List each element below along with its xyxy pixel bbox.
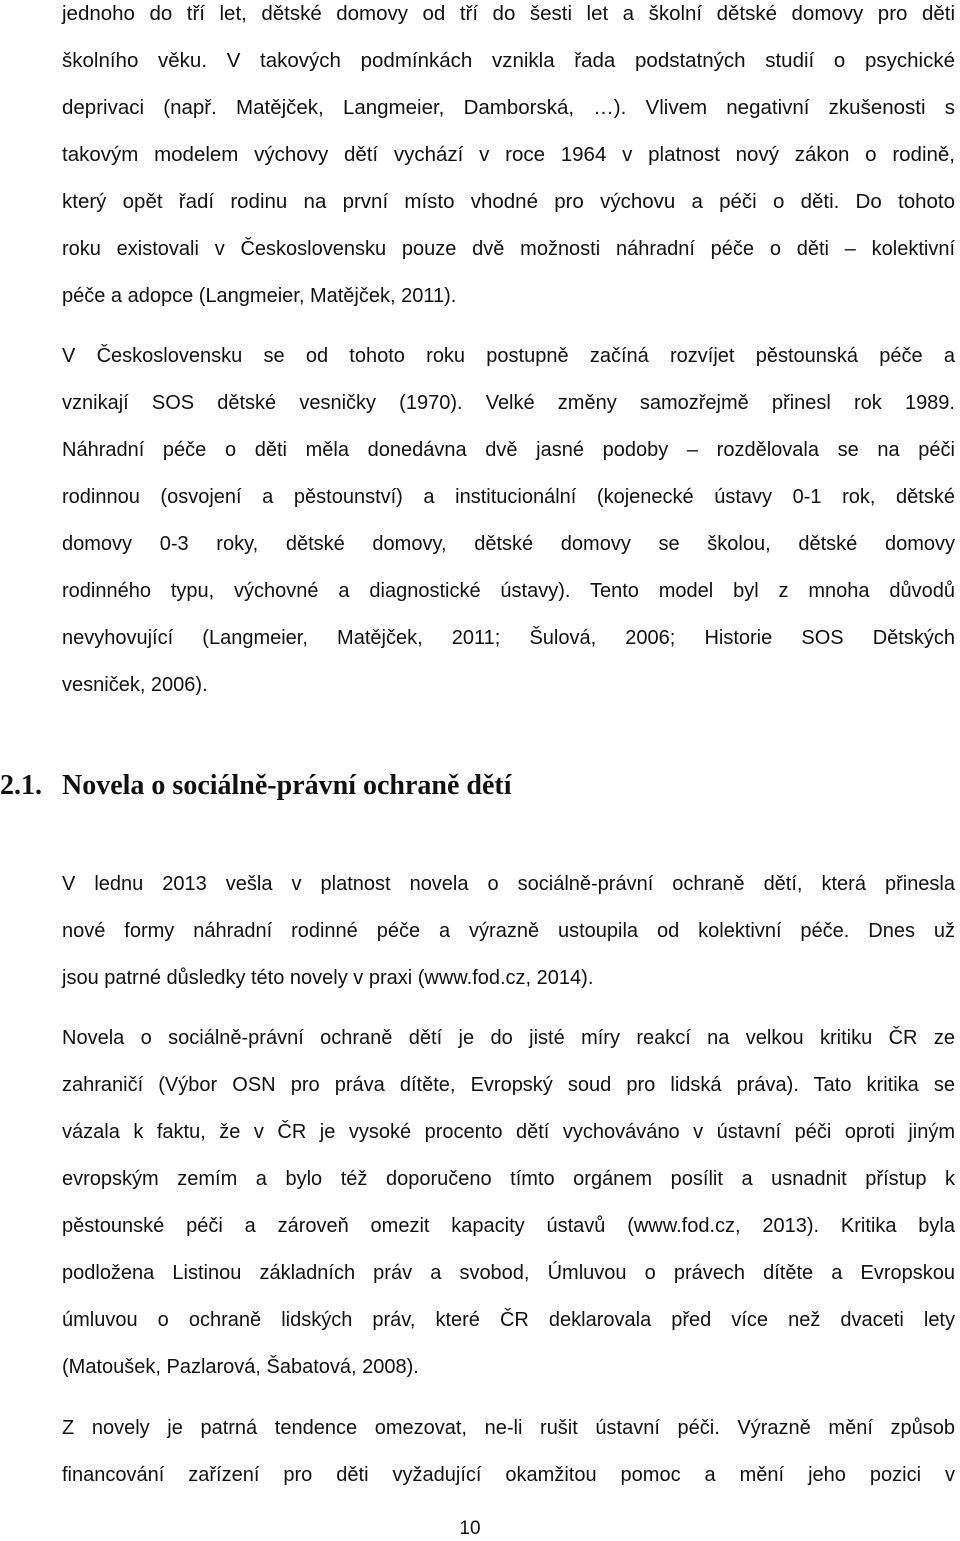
text-line: podložena Listinou základních práv a svobod, Úmluvou o právech dítěte a Evropskou (62, 1262, 955, 1284)
text-line: školního věku. V takových podmínkách vznikla řada podstatných studií o psychické (62, 49, 955, 72)
text-line: zahraničí (Výbor OSN pro práva dítěte, Evropský soud pro lidská práva). Tato kritika se (62, 1074, 955, 1096)
text-line: takovým modelem výchovy dětí vychází v roce 1964 v platnost nový zákon o rodině, (62, 143, 955, 166)
text-line: roku existovali v Československu pouze dvě možnosti náhradní péče o děti – kolektivní (62, 238, 955, 260)
text-line: Náhradní péče o děti měla donedávna dvě jasné podoby – rozdělovala se na péči (62, 439, 955, 461)
paragraph (62, 342, 955, 718)
section-heading (0, 768, 960, 804)
paragraph (62, 1414, 955, 1508)
paragraph (62, 0, 955, 329)
text-line: vesniček, 2006). (62, 674, 208, 696)
text-line: rodinnou (osvojení a pěstounství) a institucionální (kojenecké ústavy 0-1 rok, dětské (62, 486, 955, 508)
text-line: domovy 0-3 roky, dětské domovy, dětské domovy se školou, dětské domovy (62, 533, 955, 555)
text-line: vznikají SOS dětské vesničky (1970). Velké změny samozřejmě přinesl rok 1989. (62, 392, 955, 414)
text-line: jednoho do tří let, dětské domovy od tří do šesti let a školní dětské domovy pro děti (62, 2, 955, 25)
text-line: Novela o sociálně-právní ochraně dětí je do jisté míry reakcí na velkou kritiku ČR ze (62, 1027, 955, 1049)
text-line: nevyhovující (Langmeier, Matějček, 2011; Šulová, 2006; Historie SOS Dětských (62, 627, 955, 649)
section-number: 2.1. (0, 770, 42, 801)
page-number: 10 (459, 1518, 481, 1539)
text-line: pěstounské péči a zároveň omezit kapacity ústavů (www.fod.cz, 2013). Kritika byla (62, 1215, 955, 1237)
text-line: (Matoušek, Pazlarová, Šabatová, 2008). (62, 1356, 419, 1378)
text-line: Z novely je patrná tendence omezovat, ne-li rušit ústavní péči. Výrazně mění způsob (62, 1417, 955, 1439)
paragraph (62, 870, 955, 1011)
text-line: rodinného typu, výchovné a diagnostické ústavy). Tento model byl z mnoha důvodů (62, 580, 955, 602)
text-line: nové formy náhradní rodinné péče a výrazně ustoupila od kolektivní péče. Dnes už (62, 920, 955, 942)
text-line: V Československu se od tohoto roku postupně začíná rozvíjet pěstounská péče a (62, 345, 955, 367)
text-line: V lednu 2013 vešla v platnost novela o sociálně-právní ochraně dětí, která přinesla (62, 873, 955, 895)
text-line: jsou patrné důsledky této novely v praxi (www.fod.cz, 2014). (62, 967, 594, 989)
paragraph (62, 1024, 955, 1400)
section-title: Novela o sociálně-právní ochraně dětí (62, 770, 512, 801)
text-line: úmluvou o ochraně lidských práv, které ČR deklarovala před více než dvaceti lety (62, 1309, 955, 1331)
text-line: péče a adopce (Langmeier, Matějček, 2011). (62, 285, 457, 307)
text-line: financování zařízení pro děti vyžadující okamžitou pomoc a mění jeho pozici v (62, 1464, 955, 1486)
text-line: evropským zemím a bylo též doporučeno tímto orgánem posílit a usnadnit přístup k (62, 1168, 955, 1190)
text-line: deprivaci (např. Matějček, Langmeier, Damborská, …). Vlivem negativní zkušenosti s (62, 96, 955, 119)
text-line: který opět řadí rodinu na první místo vhodné pro výchovu a péči o děti. Do tohoto (62, 190, 955, 213)
text-line: vázala k faktu, že v ČR je vysoké procento dětí vychováváno v ústavní péči oproti jiným (62, 1121, 955, 1143)
